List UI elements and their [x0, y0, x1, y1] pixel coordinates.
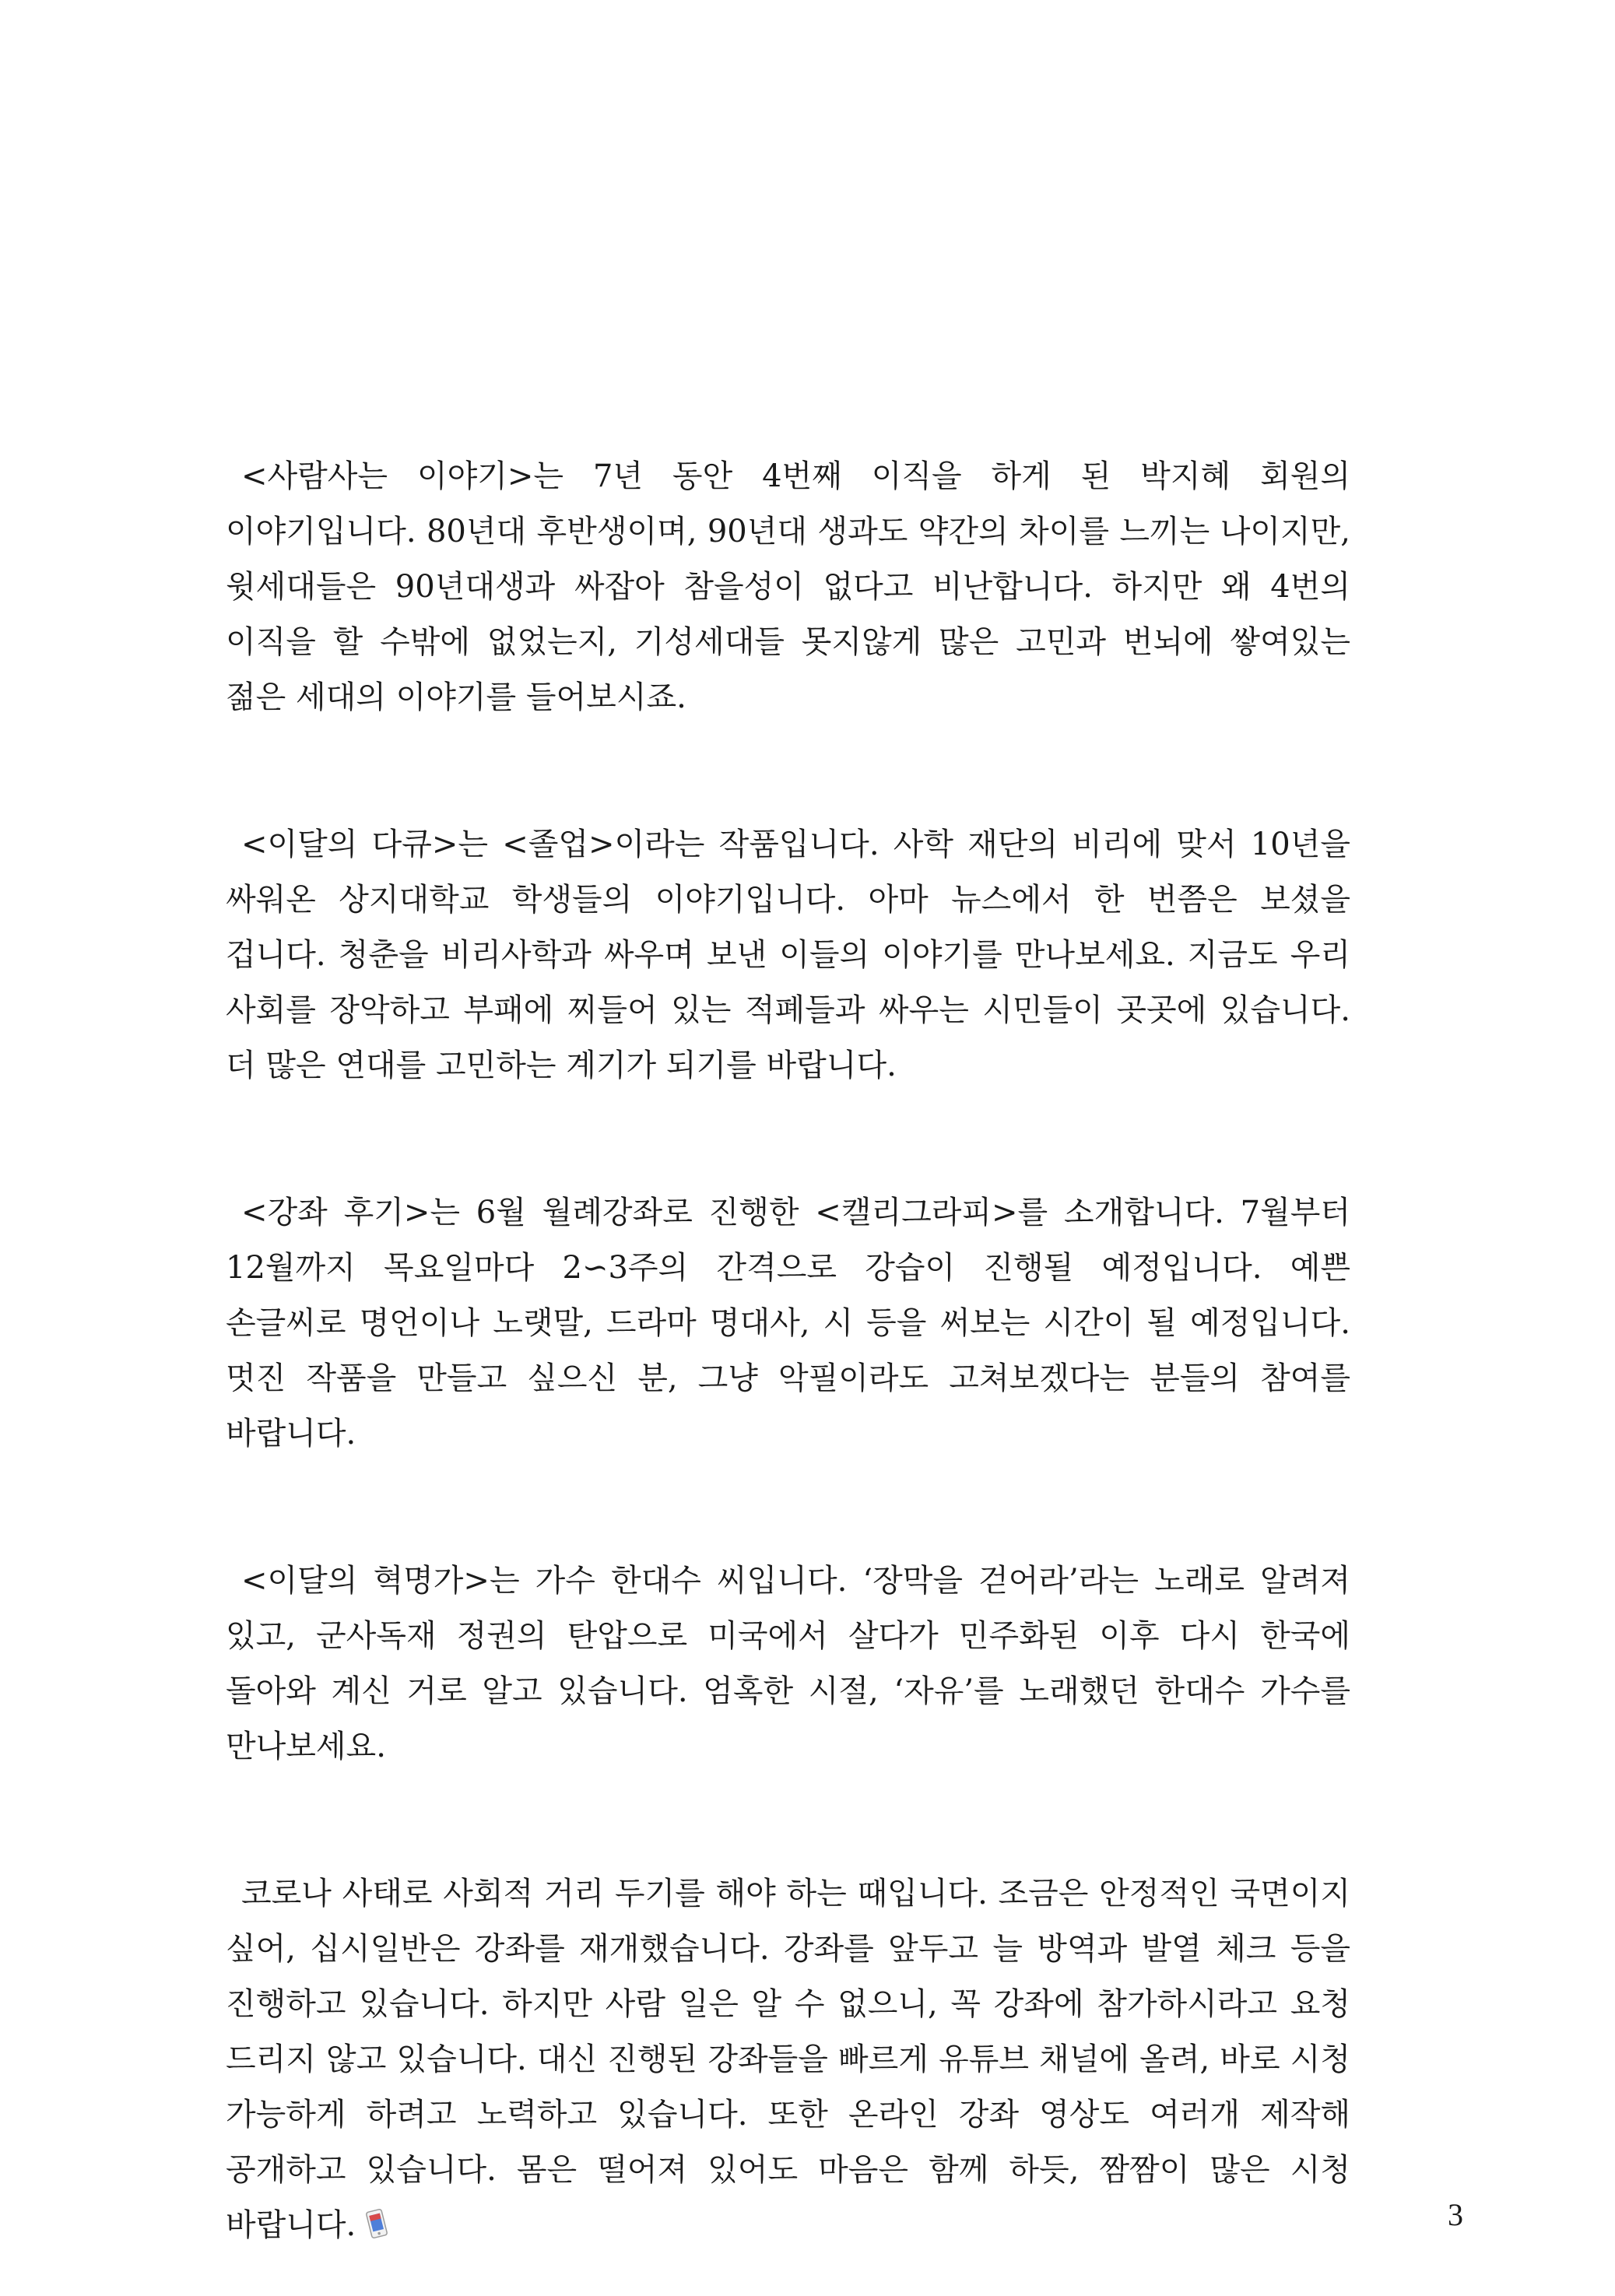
paragraph-documentary: <이달의 다큐>는 <졸업>이라는 작품입니다. 사학 재단의 비리에 맞서 10년을 싸워온 상지대학교 학생들의 이야기입니다. 아마 뉴스에서 한 번쯤은 보셨을 겁니다. 청춘을 비리사학과 싸우며 보낸 이들의 이야기를 만나보세요. 지금도 우리 사회를 장악하고 부패에 찌들어 있는 적폐들과 싸우는 시민들이 곳곳에 있습니다. 더 많은 연대를 고민하는 계기가 되기를 바랍니다. [226, 827, 1350, 1083]
paragraph-lecture-review: <강좌 후기>는 6월 월례강좌로 진행한 <캘리그라피>를 소개합니다. 7월부터 12월까지 목요일마다 2∽3주의 간격으로 강습이 진행될 예정입니다. 예쁜 손글씨로 명언이나 노랫말, 드라마 명대사, 시 등을 써보는 시간이 될 예정입니다. 멋진 작품을 만들고 싶으신 분, 그냥 악필이라도 고쳐보겠다는 분들의 참여를 바랍니다. [226, 1195, 1350, 1452]
body-text [226, 449, 1350, 2253]
paragraph-human-story: <사람사는 이야기>는 7년 동안 4번째 이직을 하게 된 박지혜 회원의 이야기입니다. 80년대 후반생이며, 90년대 생과도 약간의 차이를 느끼는 나이지만, 윗세대들은 90년대생과 싸잡아 참을성이 없다고 비난합니다. 하지만 왜 4번의 이직을 할 수밖에 없었는지, 기성세대들 못지않게 많은 고민과 번뇌에 쌓여있는 젊은 세대의 이야기를 들어보시죠. [226, 458, 1350, 715]
page-number: 3 [1448, 2197, 1463, 2232]
paragraph-corona-text: 코로나 사태로 사회적 거리 두기를 해야 하는 때입니다. 조금은 안정적인 국면이지 싶어, 십시일반은 강좌를 재개했습니다. 강좌를 앞두고 늘 방역과 발열 체크 등을 진행하고 있습니다. 하지만 사람 일은 알 수 없으니, 꼭 강좌에 참가하시라고 요청 드리지 않고 있습니다. 대신 진행된 강좌들을 빠르게 유튜브 채널에 올려, 바로 시청 가능하게 하려고 노력하고 있습니다. 또한 온라인 강좌 영상도 여러개 제작해 공개하고 있습니다. 몸은 떨어져 있어도 마음은 함께 하듯, 짬짬이 많은 시청 바랍니다. [226, 1876, 1350, 2243]
mobile-phone-icon [363, 2207, 390, 2240]
paragraph-corona-notice [226, 1866, 1350, 2253]
paragraph-revolutionary: <이달의 혁명가>는 가수 한대수 씨입니다. ‘장막을 걷어라’라는 노래로 알려져 있고, 군사독재 정권의 탄압으로 미국에서 살다가 민주화된 이후 다시 한국에 돌아와 계신 거로 알고 있습니다. 엄혹한 시절, ‘자유’를 노래했던 한대수 가수를 만나보세요. [226, 1563, 1350, 1764]
